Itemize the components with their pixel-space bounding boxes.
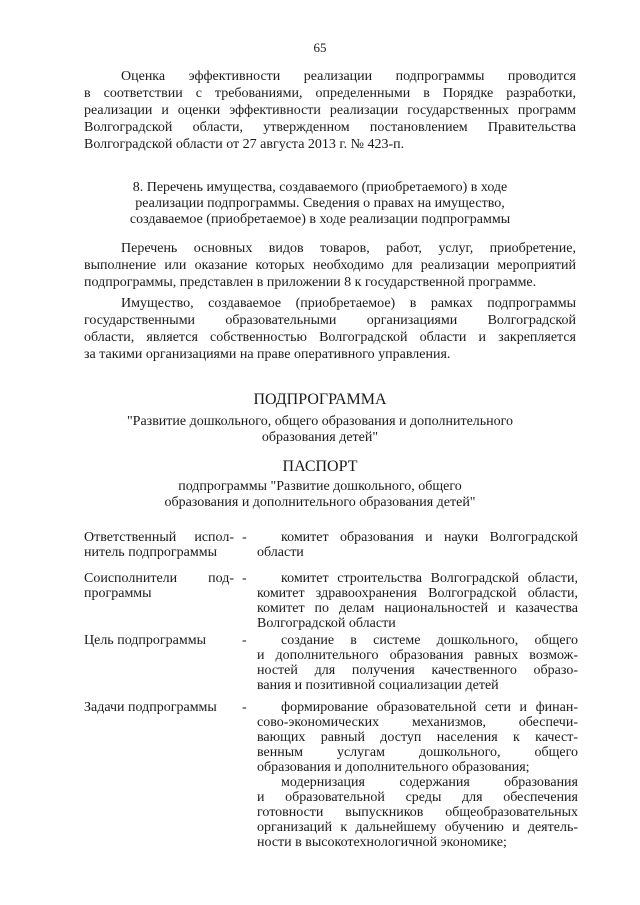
value-line: комитет строительства Волгоградской области, xyxy=(281,571,578,586)
subprogram-name xyxy=(0,414,640,446)
value-line: вания и позитивной социализации детей xyxy=(257,678,499,693)
value-line: и дополнительного образования равных возмож- xyxy=(257,648,578,663)
heading-line: реализации подпрограммы. Сведения о правах на имущество, xyxy=(135,196,505,211)
value-line: готовности выпускников общеобразовательных xyxy=(257,805,578,820)
value-line: организаций к дальнейшему обучению и деятель- xyxy=(257,820,578,835)
label-line: Цель подпрограммы xyxy=(84,633,206,648)
value-line: комитет образования и науки Волгоградской xyxy=(281,530,578,545)
passport-row-label xyxy=(84,700,234,715)
passport-row-dash: - xyxy=(242,700,247,715)
subprogram-heading: ПОДПРОГРАММА xyxy=(253,391,387,408)
value-line: комитет здравоохранения Волгоградской области, xyxy=(257,586,578,601)
passport-row-dash: - xyxy=(242,633,247,648)
label-line: программы xyxy=(84,586,152,601)
passport-row-value xyxy=(257,571,578,631)
label-line: Задачи подпрограммы xyxy=(84,700,217,715)
value-line: сово-экономических механизмов, обеспечи- xyxy=(257,715,578,730)
heading-line: образования детей" xyxy=(261,430,379,445)
text-line: Перечень основных видов товаров, работ, услуг, приобретение, xyxy=(121,241,576,256)
goods-paragraph xyxy=(84,240,576,291)
property-paragraph xyxy=(84,295,576,363)
passport-row-label xyxy=(84,530,234,560)
value-line: вающих равный доступ населения к качест- xyxy=(257,730,578,745)
text-line: подпрограммы, представлен в приложении 8 к государственной программе. xyxy=(84,275,537,290)
value-line: венным услугам дошкольного, общего xyxy=(257,745,578,760)
text-line: Имущество, создаваемое (приобретаемое) в рамках подпрограммы xyxy=(121,296,576,311)
heading-line: 8. Перечень имущества, создаваемого (приобретаемого) в ходе xyxy=(132,180,508,195)
passport-row-value xyxy=(257,530,578,560)
text-line: Волгоградской области, утвержденном постановлением Правительства xyxy=(84,120,576,135)
heading-line: образования и дополнительного образования детей" xyxy=(164,495,476,510)
value-line: создание в системе дошкольного, общего xyxy=(281,633,578,648)
text-line: выполнение или оказание которых необходимо для реализации мероприятий xyxy=(84,258,576,273)
value-line: ностей для получения качественного образо- xyxy=(257,663,578,678)
label-line: Ответственный испол- xyxy=(84,530,234,545)
text-line: Оценка эффективности реализации подпрограммы проводится xyxy=(121,69,576,84)
intro-paragraph xyxy=(84,68,576,153)
text-line: реализации и оценки эффективности реализации государственных программ xyxy=(84,103,576,118)
passport-row-label xyxy=(84,633,234,648)
value-line: ности в высокотехнологичной экономике; xyxy=(257,835,507,850)
value-line: комитет по делам национальностей и казачества xyxy=(257,601,578,616)
text-line: области, является собственностью Волгоградской области и закрепляется xyxy=(84,330,576,345)
passport-row-value xyxy=(257,700,578,850)
passport-row-dash: - xyxy=(242,571,247,586)
heading-line: создаваемое (приобретаемое) в ходе реализации подпрограммы xyxy=(129,212,511,227)
label-line: Соисполнители под- xyxy=(84,571,234,586)
passport-row-value xyxy=(257,633,578,693)
text-line: Волгоградской области от 27 августа 2013 г. № 423-п. xyxy=(84,137,405,152)
page-number: 65 xyxy=(313,40,327,55)
value-line: и образовательной среды для обеспечения xyxy=(257,790,578,805)
section-8-heading xyxy=(0,180,640,228)
heading-line: "Развитие дошкольного, общего образования и дополнительного xyxy=(126,414,514,429)
heading-line: подпрограммы "Развитие дошкольного, общего xyxy=(178,479,462,494)
text-line: в соответствии с требованиями, определенными в Порядке разработки, xyxy=(84,86,576,101)
value-line: образования и дополнительного образования; xyxy=(257,760,530,775)
text-line: за такими организациями на праве оперативного управления. xyxy=(84,347,451,362)
value-line: модернизация содержания образования xyxy=(281,775,578,790)
passport-heading: ПАСПОРТ xyxy=(282,458,358,475)
passport-subheading xyxy=(0,479,640,511)
label-line: нитель подпрограммы xyxy=(84,545,217,560)
value-line: формирование образовательной сети и финан- xyxy=(281,700,578,715)
value-line: области xyxy=(257,545,304,560)
passport-row-dash: - xyxy=(242,530,247,545)
passport-row-label xyxy=(84,571,234,601)
text-line: государственными образовательными организациями Волгоградской xyxy=(84,313,576,328)
value-line: Волгоградской области xyxy=(257,616,396,631)
